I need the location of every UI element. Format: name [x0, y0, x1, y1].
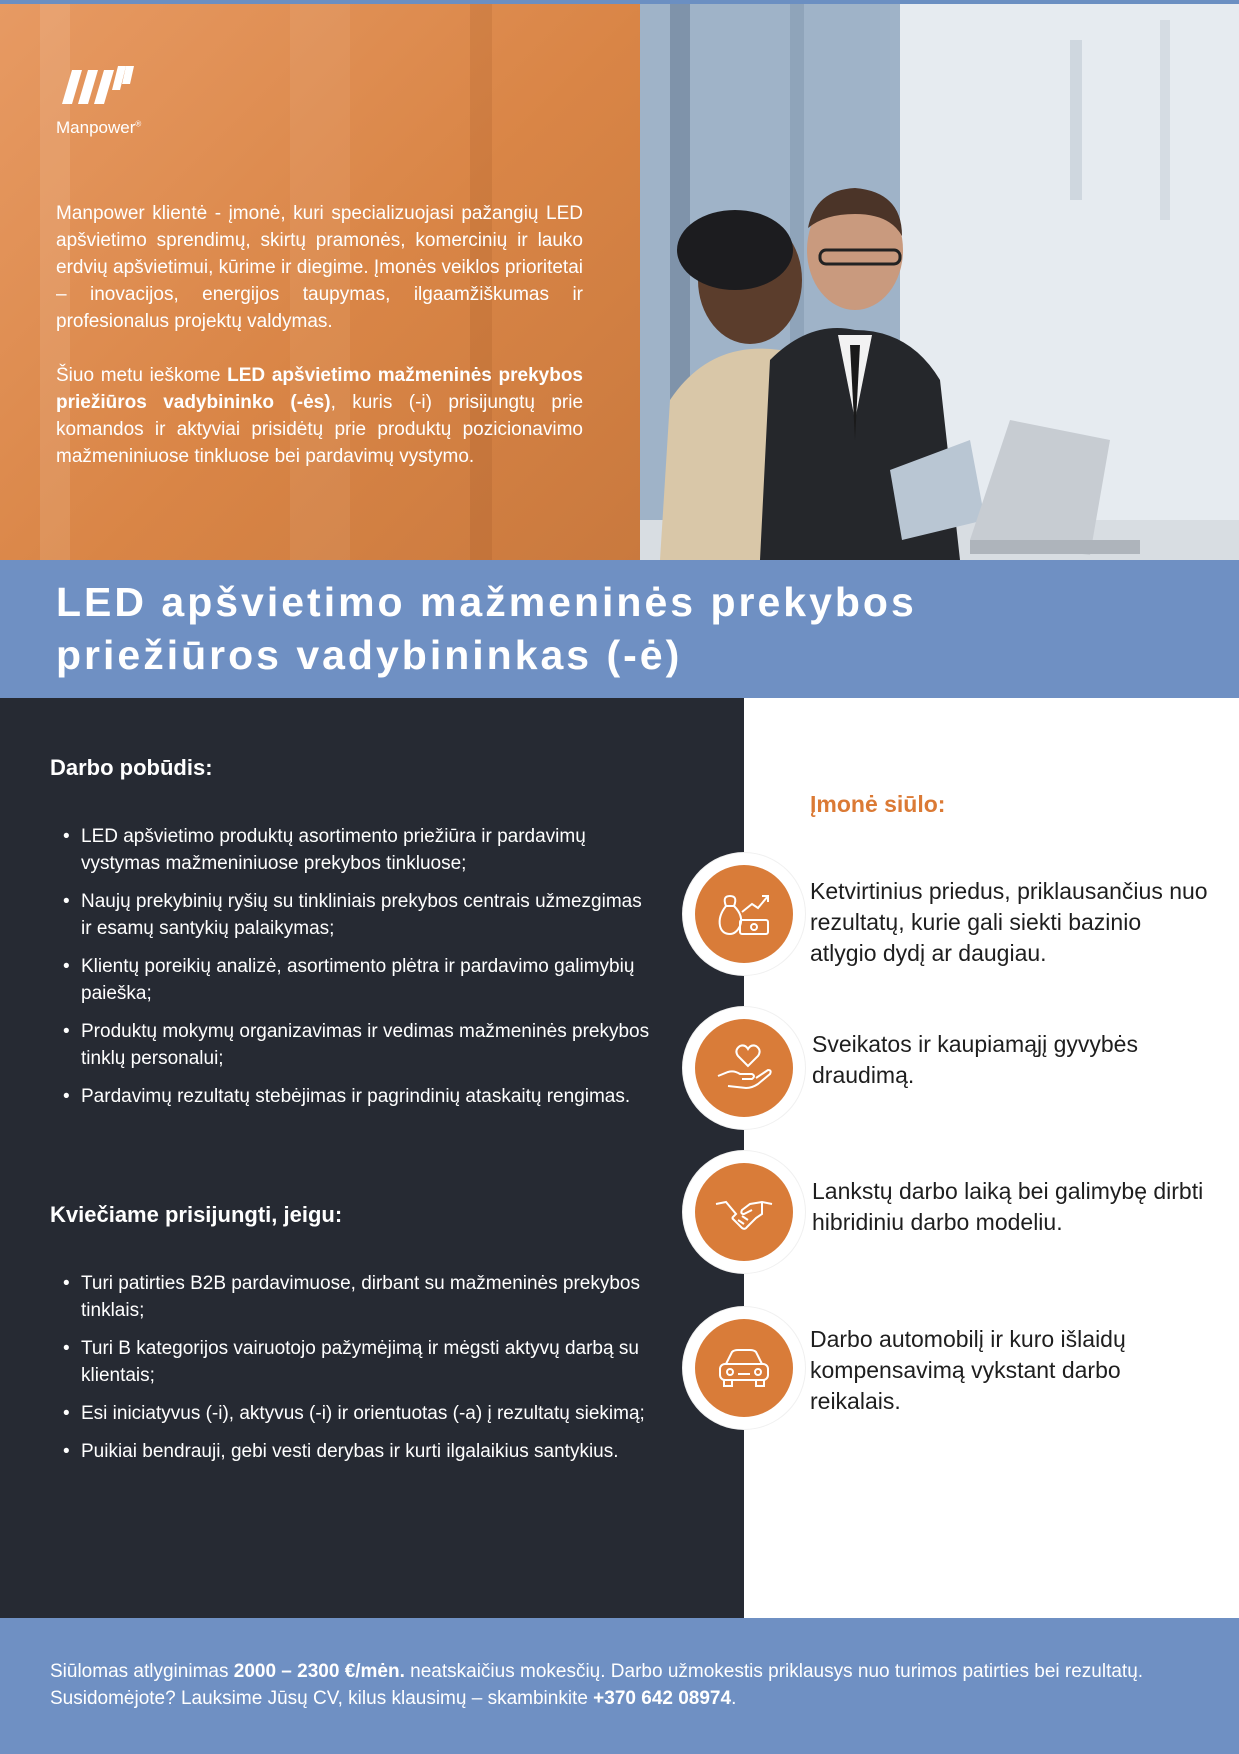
manpower-logo-icon	[56, 60, 146, 110]
requirements-heading: Kviečiame prisijungti, jeigu:	[50, 1202, 343, 1227]
list-item: • Turi patirties B2B pardavimuose, dirbant su mažmeninės prekybos tinklais;	[56, 1270, 656, 1324]
car-icon-svg	[712, 1336, 776, 1400]
phone-number[interactable]: +370 642 08974	[593, 1688, 732, 1709]
intro-p2-start: Šiuo metu ieškome	[56, 365, 228, 386]
requirements-list	[56, 1270, 656, 1476]
list-item: • Puikiai bendrauji, gebi vesti derybas ir kurti ilgalaikius santykius.	[56, 1438, 656, 1465]
logo-trademark: ®	[135, 119, 142, 129]
money-growth-icon	[695, 865, 793, 963]
job-title-line-2: priežiūros vadybininkas (-ė)	[56, 632, 683, 678]
logo-name: Manpower	[56, 118, 136, 137]
offer-text: Darbo automobilį ir kuro išlaidų kompensavimą vykstant darbo reikalais.	[810, 1326, 1126, 1414]
footer-text-3: .	[731, 1688, 737, 1709]
list-item: • Klientų poreikių analizė, asortimento plėtra ir pardavimo galimybių paieška;	[56, 953, 656, 1007]
list-item: • Pardavimų rezultatų stebėjimas ir pagrindinių ataskaitų rengimas.	[56, 1083, 656, 1110]
business-meeting-illustration	[640, 0, 1239, 560]
list-item: • LED apšvietimo produktų asortimento priežiūra ir pardavimų vystymas mažmeniniuose prekybos tinkluose;	[56, 823, 656, 877]
list-item: • Esi iniciatyvus (-i), aktyvus (-i) ir orientuotas (-a) į rezultatų siekimą;	[56, 1400, 656, 1427]
offer-text: Ketvirtinius priedus, priklausančius nuo rezultatų, kurie gali siekti bazinio atlygio dydį ar daugiau.	[810, 878, 1208, 966]
logo-wordmark	[56, 118, 141, 138]
car-icon	[695, 1319, 793, 1417]
list-item: • Naujų prekybinių ryšių su tinkliniais prekybos centrais užmezgimas ir esamų santykių palaikymas;	[56, 888, 656, 942]
list-item: • Turi B kategorijos vairuotojo pažymėjimą ir mėgsti aktyvų darbą su klientais;	[56, 1335, 656, 1389]
offer-heading: Įmonė siūlo:	[810, 791, 946, 817]
heart-hand-icon-svg	[712, 1036, 776, 1100]
footer-text-2: neatskaičius mokesčių. Darbo užmokestis priklausys nuo turimos patirties bei rezultatų. Susidomėjote? Lauksime Jūsų CV, kilus klausimų – skambinkite	[50, 1661, 1144, 1709]
intro-p2-bold: LED apšvietimo mažmeninės prekybos priežiūros vadybininko (-ės)	[56, 365, 584, 413]
job-title	[56, 576, 1196, 682]
salary-amount: 2000 – 2300 €/mėn.	[233, 1661, 405, 1682]
handshake-icon-svg	[712, 1180, 776, 1244]
intro-p2-end: , kuris (-i) prisijungtų prie komandos ir aktyviai prisidėtų prie produktų pozicionavimo mažmeniniuose tinkluose bei pardavimų vystymo.	[56, 392, 584, 467]
job-title-line-1: LED apšvietimo mažmeninės prekybos	[56, 579, 917, 625]
intro-paragraph-1: Manpower klientė - įmonė, kuri specializuojasi pažangių LED apšvietimo sprendimų, skirtų pramonės, komercinių ir lauko erdvių apšvietimui, kūrime ir diegime. Įmonės veiklos prioritetai – inovacijos, energijos taupymas, ilgaamžiškumas ir profesionalus projektų valdymas.	[56, 203, 583, 332]
heart-hand-icon	[695, 1019, 793, 1117]
duties-list	[56, 823, 656, 1121]
intro-paragraph-2	[56, 362, 583, 470]
offer-text: Lankstų darbo laiką bei galimybę dirbti hibridiniu darbo modeliu.	[812, 1178, 1204, 1235]
list-item: • Produktų mokymų organizavimas ir vedimas mažmeninės prekybos tinklų personalui;	[56, 1018, 656, 1072]
handshake-icon	[695, 1163, 793, 1261]
footer-text-1: Siūlomas atlyginimas	[50, 1661, 234, 1682]
intro-text	[56, 200, 583, 497]
business-photo	[640, 0, 1239, 560]
duties-heading: Darbo pobūdis:	[50, 755, 213, 780]
salary-contact-text	[50, 1658, 1200, 1712]
top-accent-line	[0, 0, 1239, 4]
money-growth-icon-svg	[712, 882, 776, 946]
offer-text: Sveikatos ir kaupiamąjį gyvybės draudimą.	[812, 1031, 1138, 1088]
